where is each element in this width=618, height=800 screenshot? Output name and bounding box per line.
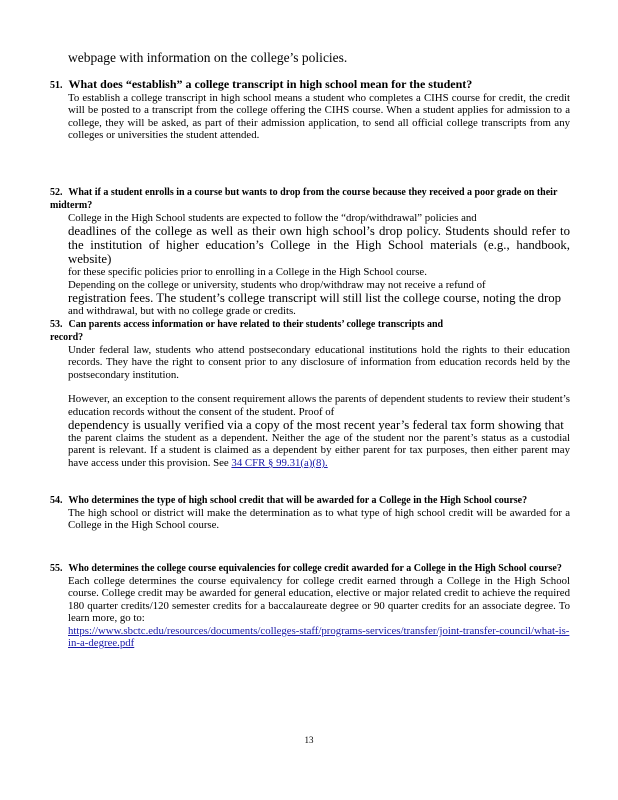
answer-line: Depending on the college or university, students who drop/withdraw may not receive a refund of	[68, 278, 486, 291]
answer-line: dependency is usually verified via a copy of the most recent year’s federal tax form showing that	[68, 418, 564, 433]
answer-line: and withdrawal, but with no college grade or credits.	[68, 305, 296, 318]
question-text: What does “establish” a college transcript in high school mean for the student?	[68, 77, 473, 91]
question-title	[50, 78, 570, 92]
question-title	[50, 318, 570, 344]
question-52	[50, 186, 570, 318]
question-number: 54.	[50, 495, 63, 506]
question-text: What if a student enrolls in a course but wants to drop from the course because they received a poor grade on their midterm?	[50, 187, 558, 211]
answer-paragraph: To establish a college transcript in high school means a student who completes a CIHS course for credit, the credit will be posted to a transcript from the college offering the CIHS course. When a student applies for admission to a college, they will be asked, as part of their admission application, to send all official college transcripts from any colleges or universities the student attended.	[68, 92, 570, 142]
question-53	[50, 318, 570, 469]
answer-text: the parent claims the student as a dependent. Neither the age of the student nor the parent’s status as a custodial parent is relevant. If a student is claimed as a dependent by either parent for tax purposes, then either parent may have access under this provision. See	[68, 432, 570, 469]
answer-line: deadlines of the college as well as their own high school’s drop policy. Students should refer to the institution of higher education’s College in the High School materials (e.g., handbook, website)	[68, 224, 570, 267]
question-51	[50, 78, 570, 142]
answer	[68, 212, 570, 318]
answer	[68, 507, 570, 532]
page-number: 13	[304, 735, 314, 745]
intro-line: webpage with information on the college’s policies.	[68, 50, 348, 65]
answer-line: for these specific policies prior to enrolling in a College in the High School course.	[68, 266, 427, 279]
answer-link-line	[68, 625, 570, 650]
question-number: 53.	[50, 319, 63, 330]
answer	[68, 92, 570, 142]
answer-paragraph: Under federal law, students who attend postsecondary educational institutions hold the rights to their education records. They have the right to consent prior to any disclosure of information from education records held by the postsecondary institution.	[68, 344, 570, 381]
question-title	[50, 494, 570, 507]
answer-line	[68, 432, 570, 469]
cfr-link[interactable]: 34 CFR § 99.31(a)(8).	[231, 456, 328, 469]
answer-paragraph: Each college determines the course equivalency for college credit earned through a College in the High School course. College credit may be awarded for general education, elective or major related credit to achieve the required 180 quarter credits/120 semester credits for a baccalaureate degree or 90 quarter credits for an associate degree. To learn more, go to:	[68, 575, 570, 625]
answer-paragraph: The high school or district will make the determination as to what type of high school credit will be awarded for a College in the High School course.	[68, 507, 570, 532]
degree-pdf-link[interactable]: https://www.sbctc.edu/resources/documents/colleges-staff/programs-services/transfer/joint-transfer-council/what-is-in-a-degree.pdf	[68, 624, 570, 650]
question-text: Who determines the college course equivalencies for college credit awarded for a College in the High School course?	[68, 563, 562, 574]
question-number: 55.	[50, 563, 63, 574]
question-55	[50, 562, 570, 649]
question-54	[50, 494, 570, 532]
answer	[68, 575, 570, 649]
question-text: Who determines the type of high school credit that will be awarded for a College in the High School course?	[68, 495, 528, 506]
answer-line: College in the High School students are expected to follow the “drop/withdrawal” policies and	[68, 212, 477, 224]
question-text-continued: record?	[50, 332, 84, 343]
question-title	[50, 186, 570, 212]
answer-line: registration fees. The student’s college transcript will still list the college course, noting the drop	[68, 291, 562, 306]
question-title	[50, 562, 570, 575]
question-number: 51.	[50, 80, 63, 91]
question-number: 52.	[50, 187, 63, 198]
answer	[68, 344, 570, 469]
answer-line: However, an exception to the consent requirement allows the parents of dependent students to review their student’s education records without the consent of the student. Proof of	[68, 393, 570, 418]
question-text: Can parents access information or have related to their students’ college transcripts and	[68, 319, 444, 330]
